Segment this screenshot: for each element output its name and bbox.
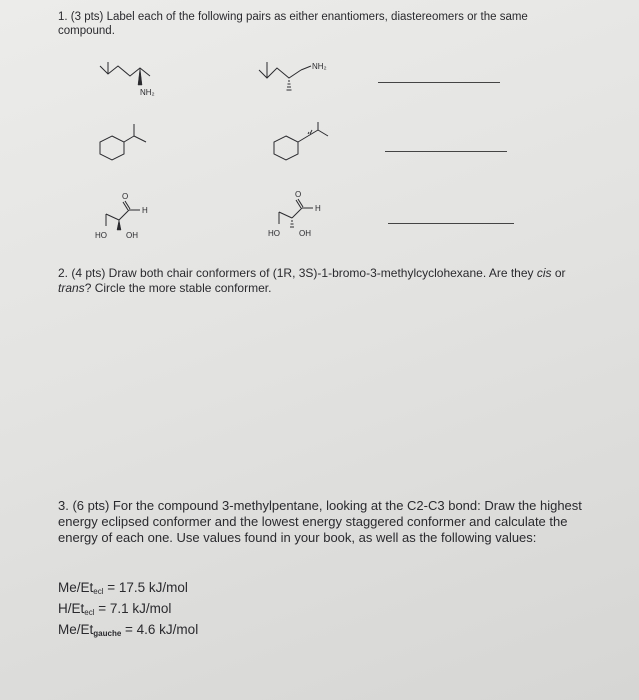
question-1-prompt: 1. (3 pts) Label each of the following pairs as either enantiomers, diastereomers or the same compound. [58,11,528,37]
question-3-prompt: 3. (6 pts) For the compound 3-methylpentane, looking at the C2-C3 bond: Draw the highest energy eclipsed conformer and the lowest energy staggered conformer and calculate the energy of each one. Use values found in your book, as well as the following values: [58,498,582,545]
structure-1b-amine [255,56,345,101]
question-2-text-end: ? Circle the more stable conformer. [84,281,272,295]
amine-label: NH₂ [312,62,327,71]
structure-2a-cyclohexyl [96,120,166,170]
hashed-wedge [290,221,294,227]
energy-value-h-et-ecl: $H/Et_{ecl} = 7.1$ kJ/mol [58,601,172,617]
energy-value-me-et-ecl: $Me/Et_{ecl} = 17.5$ kJ/mol [58,580,188,596]
structure-3b-diol-aldehyde [265,188,345,243]
trans-term: trans [58,281,85,295]
question-2-prompt [58,266,578,296]
hydroxyl-label-2: OH [126,231,138,240]
structure-3a-diol-aldehyde [92,190,172,245]
structure-1a-amine [92,58,172,103]
cis-term: cis [536,266,552,280]
question-2-text-start: 2. (4 pts) Draw both chair conformers of (1R, 3S)-1-bromo-3-methylcyclohexane. Are they [58,266,537,280]
answer-blank-1[interactable] [378,82,500,83]
question-2-or: or [551,266,566,280]
answer-blank-3[interactable] [388,223,514,224]
hydroxyl-label: HO [95,231,107,240]
energy-value-me-et-gauche: $Me/Et_{gauche} = 4.6$ kJ/mol [58,622,199,638]
energy-values-list [58,579,198,642]
hydroxyl-label-2: OH [299,229,311,238]
hydrogen-label: H [315,204,321,213]
hashed-wedge [287,81,292,90]
structure-2b-cyclohexyl [270,120,340,170]
oxygen-label: O [122,192,129,201]
oxygen-label: O [295,190,302,199]
answer-blank-2[interactable] [385,151,507,152]
hydrogen-label: H [142,206,148,215]
hydroxyl-label: HO [268,229,280,238]
amine-label: NH₂ [140,88,155,97]
